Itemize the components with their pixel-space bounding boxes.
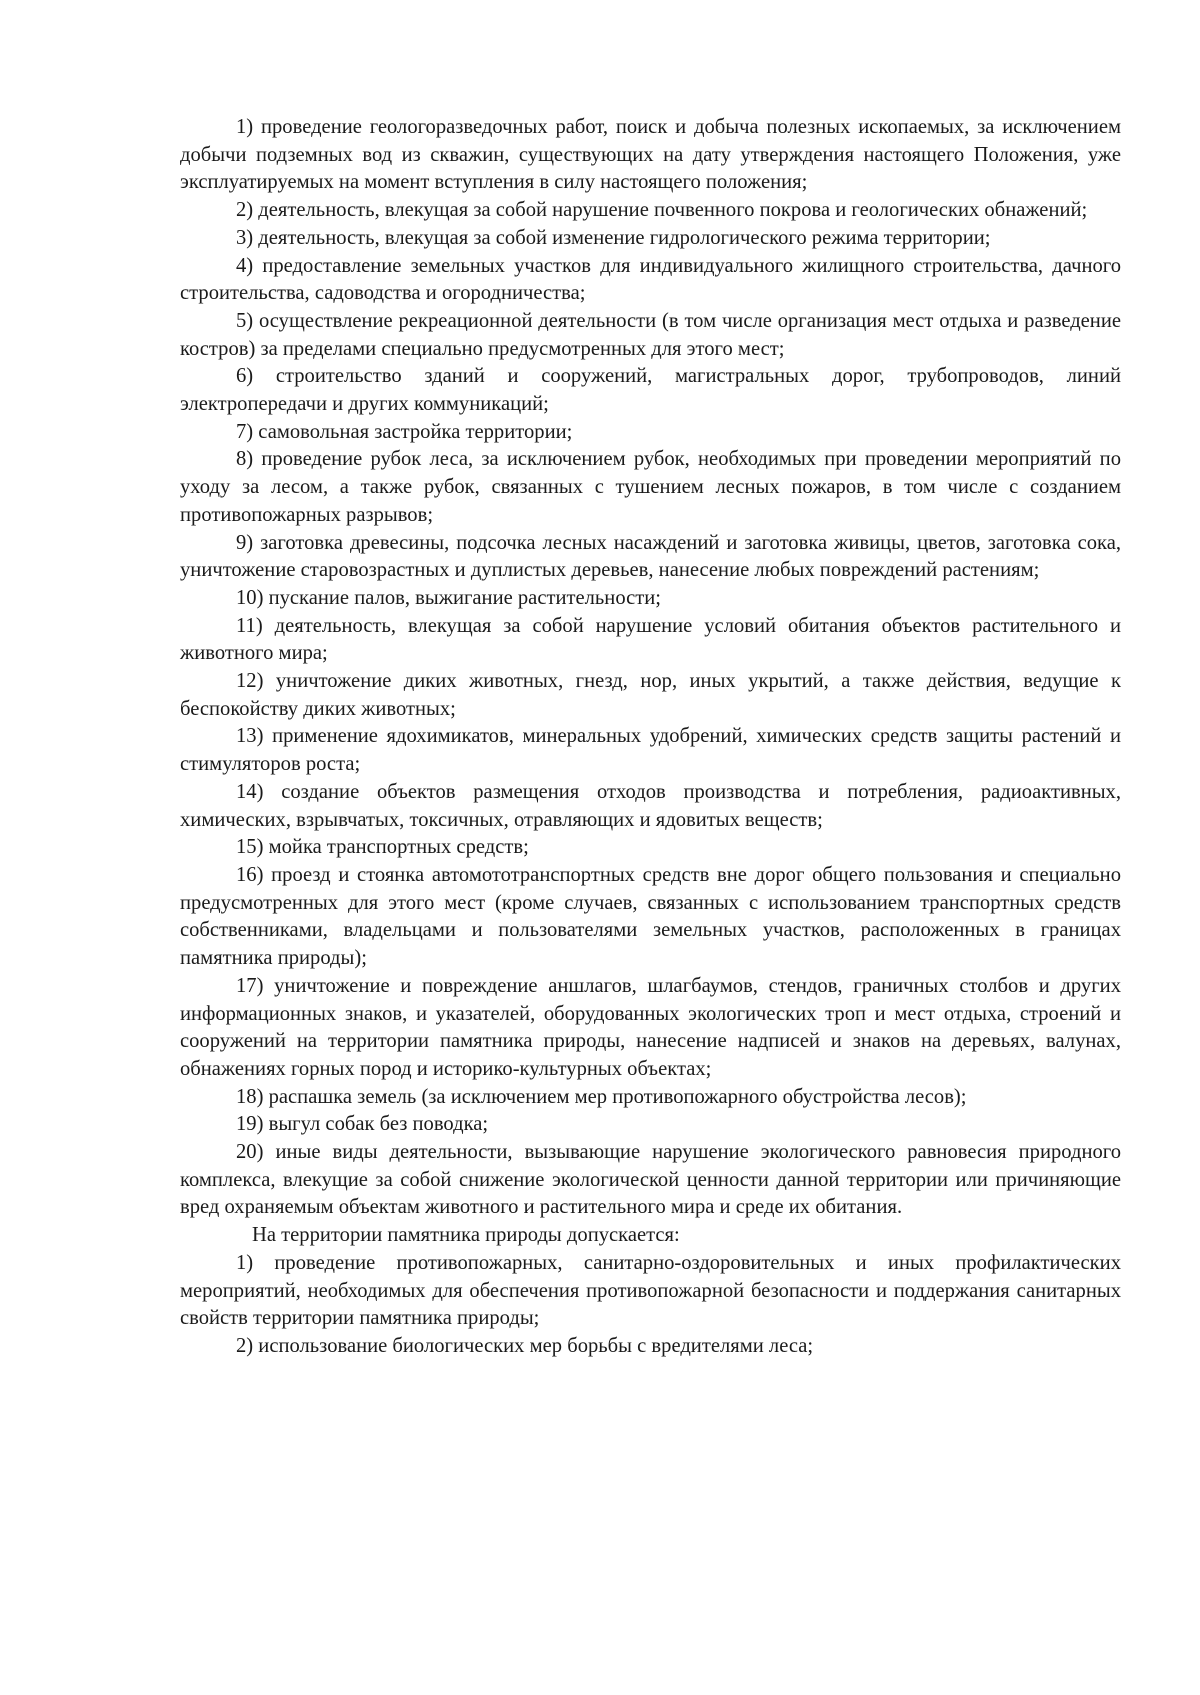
prohibition-item-3: 3) деятельность, влекущая за собой изменение гидрологического режима территории; (236, 226, 991, 249)
prohibition-item-18: 18) распашка земель (за исключением мер противопожарного обустройства лесов); (236, 1085, 967, 1108)
prohibition-item-9: 9) заготовка древесины, подсочка лесных насаждений и заготовка живицы, цветов, заготовка сока, уничтожение старовозрастных и дуплистых деревьев, нанесение любых повреждений растениям; (180, 531, 1121, 582)
prohibition-item-16: 16) проезд и стоянка автомототранспортных средств вне дорог общего пользования и специально предусмотренных для этого мест (кроме случаев, связанных с использованием транспортных средств собственниками, владельцами и пользователями земельных участков, расположенных в границах памятника природы); (180, 863, 1121, 970)
allowed-item-1: 1) проведение противопожарных, санитарно-оздоровительных и иных профилактических мероприятий, необходимых для обеспечения противопожарной безопасности и поддержания санитарных свойств территории памятника природы; (180, 1251, 1121, 1330)
prohibition-item-15: 15) мойка транспортных средств; (236, 836, 529, 859)
allowed-item-2: 2) использование биологических мер борьбы с вредителями леса; (236, 1334, 814, 1357)
prohibition-item-10: 10) пускание палов, выжигание растительности; (236, 586, 662, 609)
prohibition-item-13: 13) применение ядохимикатов, минеральных удобрений, химических средств защиты растений и стимуляторов роста; (180, 725, 1121, 776)
prohibition-item-5: 5) осуществление рекреационной деятельности (в том числе организация мест отдыха и разведение костров) за пределами специально предусмотренных для этого мест; (180, 309, 1121, 360)
prohibition-item-19: 19) выгул собак без поводка; (236, 1113, 489, 1136)
prohibition-item-2: 2) деятельность, влекущая за собой нарушение почвенного покрова и геологических обнажений; (236, 199, 1088, 222)
prohibition-item-11: 11) деятельность, влекущая за собой нарушение условий обитания объектов растительного и животного мира; (180, 614, 1121, 665)
prohibition-item-8: 8) проведение рубок леса, за исключением рубок, необходимых при проведении мероприятий по уходу за лесом, а также рубок, связанных с тушением лесных пожаров, в том числе с созданием противопожарных разрывов; (180, 448, 1121, 526)
prohibition-item-1: 1) проведение геологоразведочных работ, поиск и добыча полезных ископаемых, за исключением добычи подземных вод из скважин, существующих на дату утверждения настоящего Положения, уже эксплуатируемых на момент вступления в силу настоящего положения; (180, 116, 1121, 194)
prohibition-item-20: 20) иные виды деятельности, вызывающие нарушение экологического равновесия природного комплекса, влекущие за собой снижение экологической ценности данной территории или причиняющие вред охраняемым объектам животного и растительного мира и среде их обитания. (180, 1141, 1121, 1219)
prohibition-item-6: 6) строительство зданий и сооружений, магистральных дорог, трубопроводов, линий электропередачи и других коммуникаций; (180, 365, 1121, 416)
prohibition-item-14: 14) создание объектов размещения отходов производства и потребления, радиоактивных, химических, взрывчатых, токсичных, отравляющих и ядовитых веществ; (180, 780, 1121, 831)
document-body (180, 114, 1121, 1361)
prohibition-item-4: 4) предоставление земельных участков для индивидуального жилищного строительства, дачного строительства, садоводства и огородничества; (180, 254, 1121, 305)
prohibition-item-7: 7) самовольная застройка территории; (236, 420, 573, 443)
allowed-heading: На территории памятника природы допускается: (252, 1224, 680, 1247)
prohibition-item-17: 17) уничтожение и повреждение аншлагов, шлагбаумов, стендов, граничных столбов и других информационных знаков, и указателей, оборудованных экологических троп и мест отдыха, строений и сооружений на территории памятника природы, нанесение надписей и знаков на деревьях, валунах, обнажениях горных пород и историко-культурных объектах; (180, 974, 1121, 1080)
prohibition-item-12: 12) уничтожение диких животных, гнезд, нор, иных укрытий, а также действия, ведущие к беспокойству диких животных; (180, 670, 1121, 720)
